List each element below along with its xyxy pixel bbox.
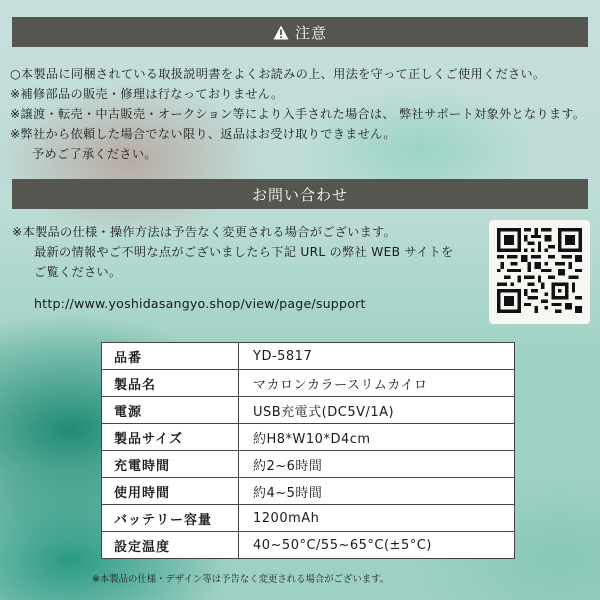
inquiry-continuation: 最新の情報やご不明な点がございましたら下記 URL の弊社 WEB サイトを (34, 245, 454, 259)
spec-value: USB充電式(DC5V/1A) (239, 397, 515, 424)
support-url-link[interactable]: http://www.yoshidasangyo.shop/view/page/support (34, 296, 366, 311)
spec-value: マカロンカラースリムカイロ (239, 370, 515, 397)
qr-code-card[interactable] (489, 220, 590, 324)
caution-line: ※譲渡・転売・中古販売・オークション等により入手された場合は、 弊社サポート対象外となります。 (10, 107, 586, 121)
spec-value: YD-5817 (239, 343, 515, 370)
table-row (102, 478, 515, 505)
spec-label: バッテリー容量 (102, 505, 239, 532)
caution-line: ○本製品に同梱されている取扱説明書をよくお読みの上、用法を守って正しくご使用ください。 (10, 67, 546, 81)
inquiry-title: お問い合わせ (251, 185, 348, 204)
table-row (102, 451, 515, 478)
table-row (102, 424, 515, 451)
inquiry-notice (12, 222, 482, 282)
caution-continuation: 予めご了承ください。 (32, 147, 157, 161)
caution-header (12, 17, 588, 47)
spec-label: 使用時間 (102, 478, 239, 505)
spec-label: 製品名 (102, 370, 239, 397)
warning-triangle-icon (273, 25, 289, 40)
caution-title: 注意 (294, 23, 327, 42)
qr-code-icon (497, 228, 582, 313)
table-row (102, 505, 515, 532)
spec-value: 約2~6時間 (239, 451, 515, 478)
spec-label: 製品サイズ (102, 424, 239, 451)
table-row (102, 370, 515, 397)
caution-line: ※弊社から依頼した場合でない限り、返品はお受け取りできません。 (10, 127, 396, 141)
spec-label: 品番 (102, 343, 239, 370)
footnote: ※本製品の仕様・デザイン等は予告なく変更される場合がございます。 (92, 574, 390, 585)
spec-label: 設定温度 (102, 532, 239, 559)
spec-label: 電源 (102, 397, 239, 424)
table-row (102, 343, 515, 370)
table-row (102, 532, 515, 559)
inquiry-line: ※本製品の仕様・操作方法は予告なく変更される場合がございます。 (12, 225, 397, 239)
spec-label: 充電時間 (102, 451, 239, 478)
caution-notice (10, 64, 590, 164)
caution-line: ※補修部品の販売・修理は行なっておりません。 (10, 87, 284, 101)
spec-value: 約H8*W10*D4cm (239, 424, 515, 451)
spec-table (101, 342, 515, 559)
inquiry-header (12, 179, 588, 209)
spec-value: 40~50°C/55~65°C(±5°C) (239, 532, 515, 559)
spec-value: 1200mAh (239, 505, 515, 532)
spec-value: 約4~5時間 (239, 478, 515, 505)
table-row (102, 397, 515, 424)
inquiry-continuation: ご覧ください。 (34, 265, 122, 279)
